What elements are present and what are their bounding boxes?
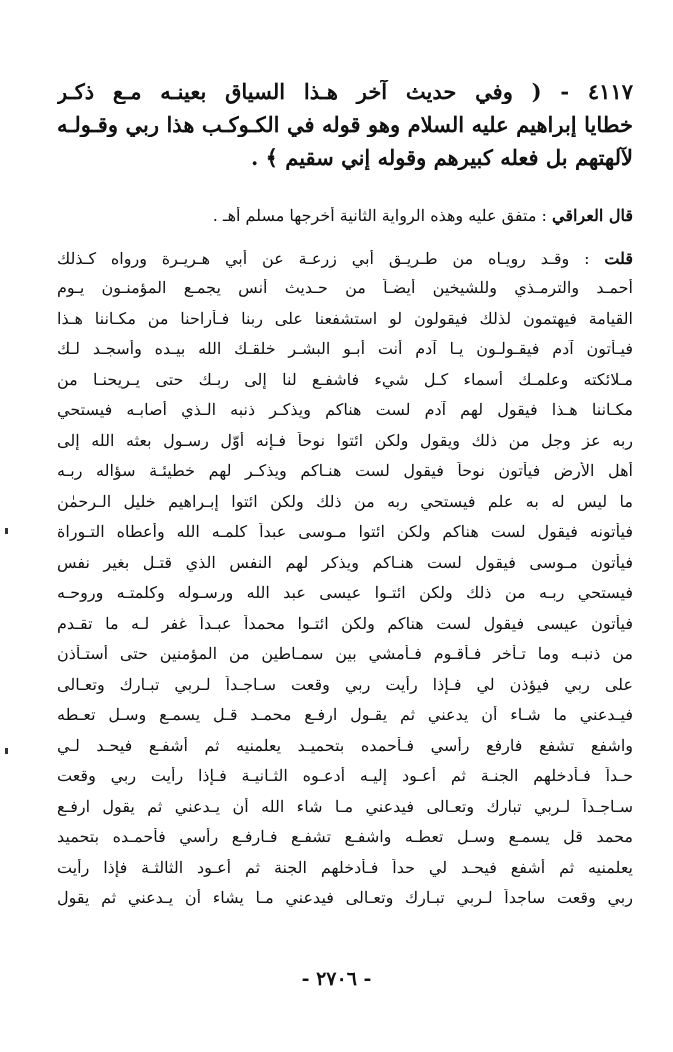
commentary-line: يعلمنيه ثم أشفع فيحـد لي حداً فـأدخلهم الجنة ثم أعـود الثالثـة فإذا رأيت <box>57 859 633 877</box>
commentary-line: فيأتون عيسى فيقول لست هناكم ولكن ائتـوا محمداً عبـداً غفر لـه ما تقـدم <box>57 615 633 633</box>
commentary-line: حـداً فـأدخلهم الجنـة ثم أعـود إليـه أدعـوه الثـانيـة فـإذا رأيت ربي وقعت <box>57 767 633 785</box>
commentary-line: من ذنبـه وما تـأخر فـأقـوم فـأمشي بين سمـاطين من المؤمنين حتى أستـأذن <box>57 645 633 663</box>
margin-mark <box>5 748 8 754</box>
hadith-line: ٤١١٧ - ( وفي حديث آخر هـذا السياق بعينـه مـع ذكـر <box>57 80 633 104</box>
iraqi-label: قال العراقي <box>551 207 633 225</box>
commentary-line: مـلائكته وعلمـك أسماء كـل شيء فاشفـع لنا إلى ربـك حتى يـريحنـا من <box>57 371 633 389</box>
commentary-line: على ربي فيؤذن لي فـإذا رأيت ربي وقعت سـاجـداً لـربي تبـارك وتعـالى <box>57 676 633 694</box>
hadith-line: لآلهتهم بل فعله كبيرهم وقوله إني سقيم ﴾ . <box>251 146 633 170</box>
commentary-line: فيأتون مـوسى فيقول لست هنـاكم ويذكر لهم النفس الذي قتـل بغير نفس <box>57 554 633 572</box>
commentary-line: فيأتونه فيقول لست هناكم ولكن ائتوا مـوسى عبداً كلمـه الله وأعطاه التـوراة <box>57 523 633 541</box>
commentary-line: القيامة فيهتمون لذلك فيقولون لو استشفعنا على ربنا فـأراحنا من مكـاننا هـذا <box>57 310 633 328</box>
commentary-line: واشفع تشفع فارفع رأسي فـأحمده بتحميـد يعلمنيه ثم أشفـع فيحـد لـي <box>57 737 633 755</box>
commentary-line: سـاجـداً لـربي تبارك وتعـالى فيدعني مـا شاء الله أن يـدعني ثم يقول ارفـع <box>57 798 633 816</box>
commentary-line: مكـاننا هـذا فيقول لهم آدم لست هناكم ويذكـر ذنبه الـذي أصابـه فيستحي <box>57 401 633 419</box>
commentary-line: محمد قل يسمـع وسـل تعطـه واشفـع تشفـع فـارفـع رأسي فأحمـده بتحميد <box>57 828 633 846</box>
commentary-text: : وقـد رويـاه من طـريـق أبي زرعـة عن أبي هـريـرة ورواه كـذلك <box>57 250 590 268</box>
iraqi-text: : متفق عليه وهذه الرواية الثانية أخرجها مسلم أهـ . <box>212 207 547 225</box>
commentary-line: فيـدعني ما شـاء أن يدعني ثم يقـول ارفـع محمـد قـل يسمـع وسـل تعـطه <box>57 706 633 724</box>
commentary-line: فيـأتون آدم فيقـولـون يـا آدم أنت أبـو البشـر خلقـك الله بيـده وأسجـد لـك <box>57 340 633 358</box>
commentary-line: ما ليس له به علم فيستحي ربه من ذلك ولكن ائتوا إبـراهيم خليل الـرحمٰن <box>57 493 633 511</box>
commentary-line: ربه عز وجل من ذلك ويقول ولكن ائتوا نوحاً فـإنه أوّل رسـول بعثه الله إلى <box>57 432 633 450</box>
iraqi-line <box>57 207 633 225</box>
page-number: - ٢٧٠٦ - <box>301 968 372 990</box>
commentary-line: فيستحي ربـه من ذلك ولكن ائتـوا عيسى عبد الله ورسـوله وكلمتـه وروحـه <box>57 584 633 602</box>
commentary-first-line <box>57 250 633 268</box>
commentary-label: قلت <box>604 250 633 268</box>
margin-mark <box>5 528 8 534</box>
commentary-line: ربي وقعت ساجداً لـربي تبـارك وتعـالى فيدعني مـا يشاء أن يـدعني ثم يقول <box>57 889 633 907</box>
commentary-line: أحمـد والترمـذي وللشيخين أيضـاً من حـديث أنس يجمـع المؤمنـون يـوم <box>57 279 633 297</box>
hadith-line: خطايا إبراهيم عليه السلام وهو قوله في الكـوكـب هذا ربي وقـولـه <box>57 113 633 137</box>
commentary-line: أهل الأرض فيأتون نوحاً فيقول لست هنـاكم ويذكـر لهم خطيئـة سؤاله ربـه <box>57 462 633 480</box>
